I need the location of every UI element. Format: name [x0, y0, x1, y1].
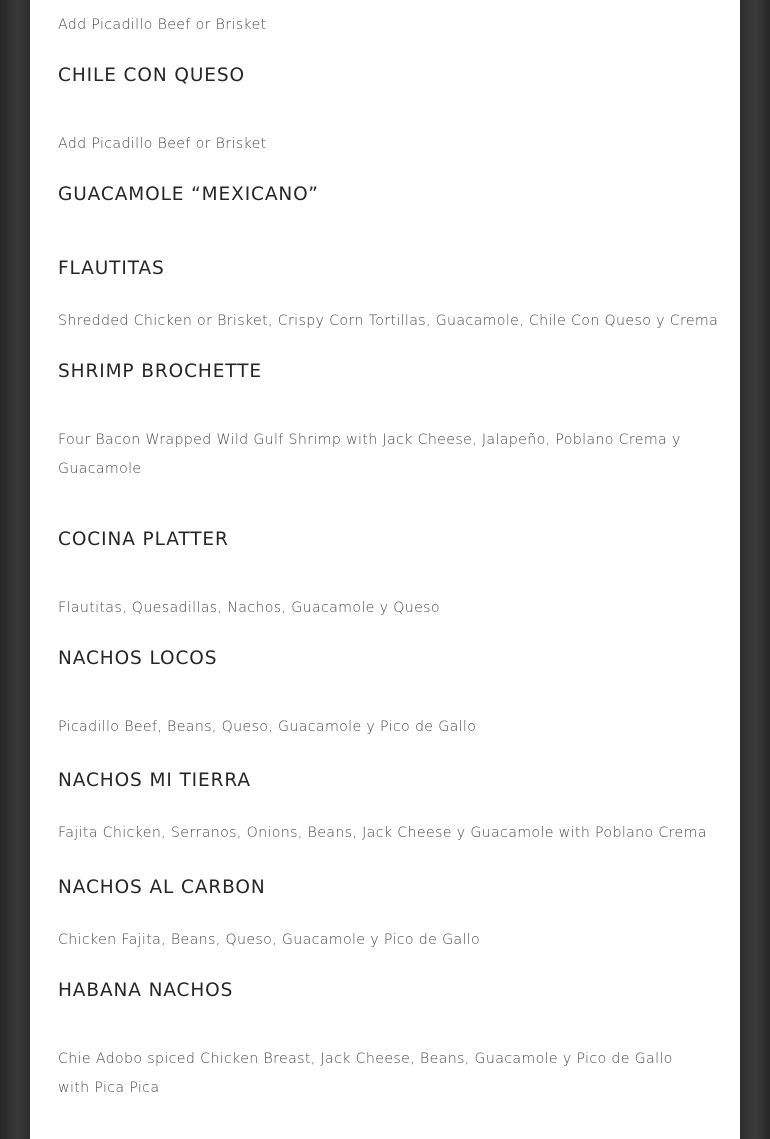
menu-panel — [30, 0, 740, 1139]
item-title: HABANA NACHOS — [58, 980, 234, 1001]
item-title: SHRIMP BROCHETTE — [58, 361, 262, 382]
item-description: Chicken Fajita, Beans, Queso, Guacamole y Pico de Gallo — [58, 932, 481, 948]
item-description: Add Picadillo Beef or Brisket — [58, 17, 267, 33]
item-description: Flautitas, Quesadillas, Nachos, Guacamole y Queso — [58, 600, 440, 616]
item-description: Shredded Chicken or Brisket, Crispy Corn Tortillas, Guacamole, Chile Con Queso y Crema — [58, 313, 719, 329]
item-description: Fajita Chicken, Serranos, Onions, Beans, Jack Cheese y Guacamole with Poblano Crema — [58, 825, 707, 841]
item-title: FLAUTITAS — [58, 258, 165, 279]
item-description: Chie Adobo spiced Chicken Breast, Jack Cheese, Beans, Guacamole y Pico de Gallo with Pica Pica — [58, 1051, 673, 1096]
item-description: Picadillo Beef, Beans, Queso, Guacamole y Pico de Gallo — [58, 719, 477, 735]
item-description: Four Bacon Wrapped Wild Gulf Shrimp with Jack Cheese, Jalapeño, Poblano Crema y Guacamole — [58, 432, 681, 477]
item-title: CHILE CON QUESO — [58, 65, 245, 86]
item-title: GUACAMOLE “MEXICANO” — [58, 184, 319, 205]
item-title: NACHOS MI TIERRA — [58, 770, 251, 791]
item-title: NACHOS AL CARBON — [58, 877, 266, 898]
item-title: NACHOS LOCOS — [58, 648, 218, 669]
item-description: Add Picadillo Beef or Brisket — [58, 136, 267, 152]
item-title: COCINA PLATTER — [58, 529, 229, 550]
